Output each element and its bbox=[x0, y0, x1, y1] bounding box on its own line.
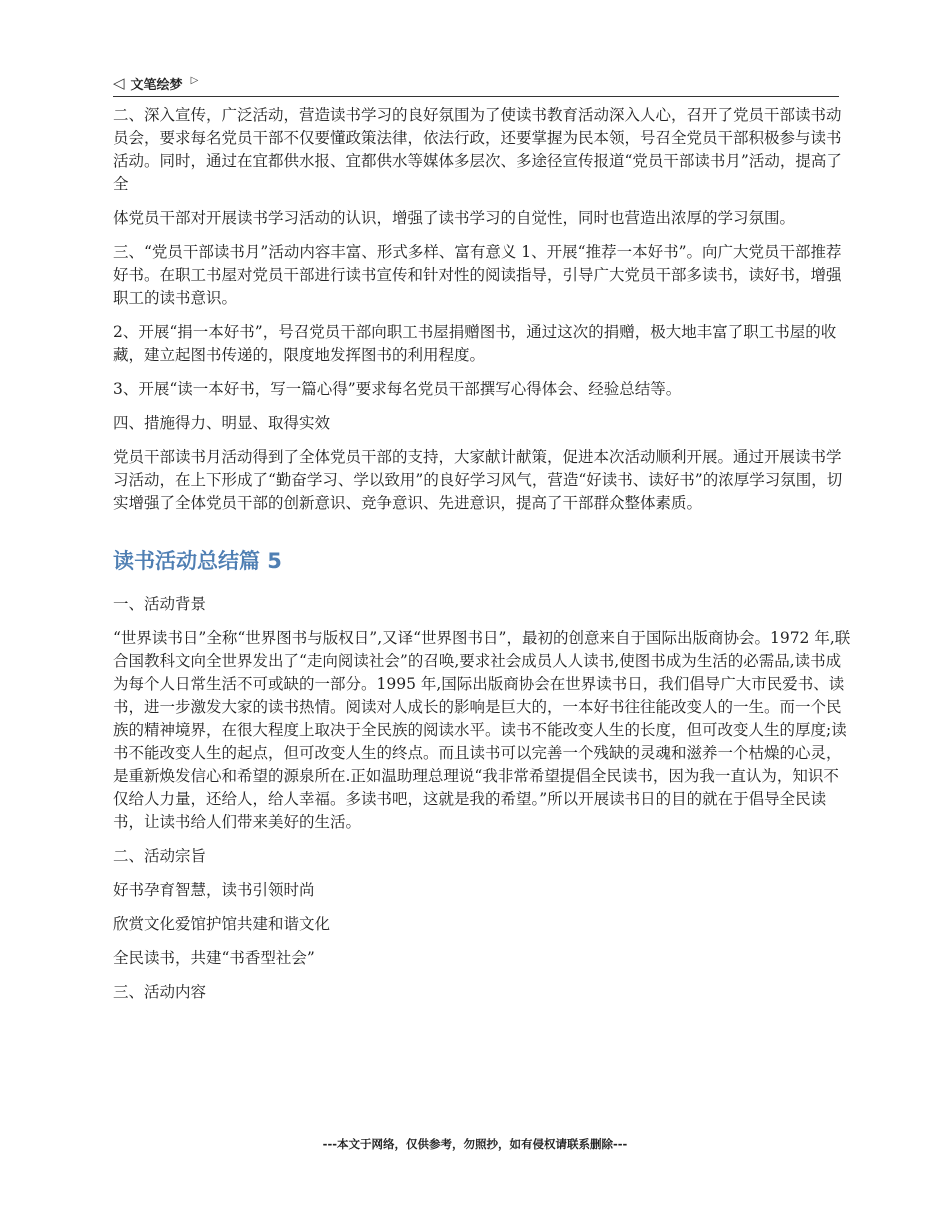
paragraph: 三、“党员干部读书月”活动内容丰富、形式多样、富有意义 1、开展“推荐一本好书”。向广大党员干部推荐好书。在职工书屋对党员干部进行读书宣传和针对性的阅读指导，引导广大党员干部多读书，读好书，增强职工的读书意识。 bbox=[113, 243, 842, 307]
paragraph: 好书孕育智慧，读书引领时尚 bbox=[113, 881, 315, 899]
paragraph: 四、措施得力、明显、取得实效 bbox=[113, 414, 331, 432]
paragraph: 体党员干部对开展读书学习活动的认识，增强了读书学习的自觉性，同时也营造出浓厚的学习氛围。 bbox=[113, 209, 796, 227]
paragraph: 全民读书，共建“书香型社会” bbox=[113, 949, 315, 967]
paragraph: 欣赏文化爱馆护馆共建和谐文化 bbox=[113, 915, 331, 933]
page-footer: ---本文于网络，仅供参考，勿照抄，如有侵权请联系删除--- bbox=[322, 1137, 628, 1151]
paragraph: “世界读书日”全称“世界图书与版权日”,又译“世界图书日”，最初的创意来自于国际出版商协会。1972 年,联合国教科文向全世界发出了“走向阅读社会”的召唤,要求社会成员人人读书,使图书成为生活的必需品,读书成为每个人日常生活不可或缺的一部分。1995 年,国际出版商协会在世界读书日，我们倡导广大市民爱书、读书，进一步激发大家的读书热情。阅读对人成长的影响是巨大的，一本好书往往能改变人的一生。而一个民族的精神境界，在很大程度上取决于全民族的阅读水平。读书不能改变人生的长度，但可改变人生的厚度;读书不能改变人生的起点，但可改变人生的终点。而且读书可以完善一个残缺的灵魂和滋养一个枯燥的心灵，是重新焕发信心和希望的源泉所在.正如温助理总理说“我非常希望提倡全民读书，因为我一直认为，知识不仅给人力量，还给人，给人幸福。多读书吧，这就是我的希望。”所以开展读书日的目的就在于倡导全民读书，让读书给人们带来美好的生活。 bbox=[113, 629, 851, 831]
paragraph: 一、活动背景 bbox=[113, 595, 207, 613]
document-body bbox=[113, 104, 853, 1015]
page-header bbox=[113, 70, 839, 97]
paragraph: 三、活动内容 bbox=[113, 983, 207, 1001]
triangle-right-icon: ▷ bbox=[190, 74, 199, 86]
paragraph: 二、深入宣传，广泛活动，营造读书学习的良好氛围为了使读书教育活动深入人心，召开了党员干部读书动员会，要求每名党员干部不仅要懂政策法律，依法行政，还要掌握为民本领，号召全党员干部积极参与读书活动。同时，通过在宜都供水报、宜都供水等媒体多层次、多途径宣传报道“党员干部读书月”活动，提高了全 bbox=[113, 106, 842, 193]
triangle-left-icon: ◁ bbox=[113, 74, 125, 92]
brand-label: 文笔绘梦 bbox=[130, 77, 183, 93]
section-heading: 读书活动总结篇 5 bbox=[113, 549, 282, 573]
paragraph: 党员干部读书月活动得到了全体党员干部的支持，大家献计献策，促进本次活动顺利开展。通过开展读书学习活动，在上下形成了“勤奋学习、学以致用”的良好学习风气，营造“好读书、读好书”的浓厚学习氛围，切实增强了全体党员干部的创新意识、竞争意识、先进意识，提高了干部群众整体素质。 bbox=[113, 448, 843, 512]
paragraph: 2、开展“捐一本好书”，号召党员干部向职工书屋捐赠图书，通过这次的捐赠，极大地丰富了职工书屋的收藏，建立起图书传递的，限度地发挥图书的利用程度。 bbox=[113, 323, 837, 364]
paragraph: 二、活动宗旨 bbox=[113, 847, 207, 865]
paragraph: 3、开展“读一本好书，写一篇心得”要求每名党员干部撰写心得体会、经验总结等。 bbox=[113, 380, 682, 398]
